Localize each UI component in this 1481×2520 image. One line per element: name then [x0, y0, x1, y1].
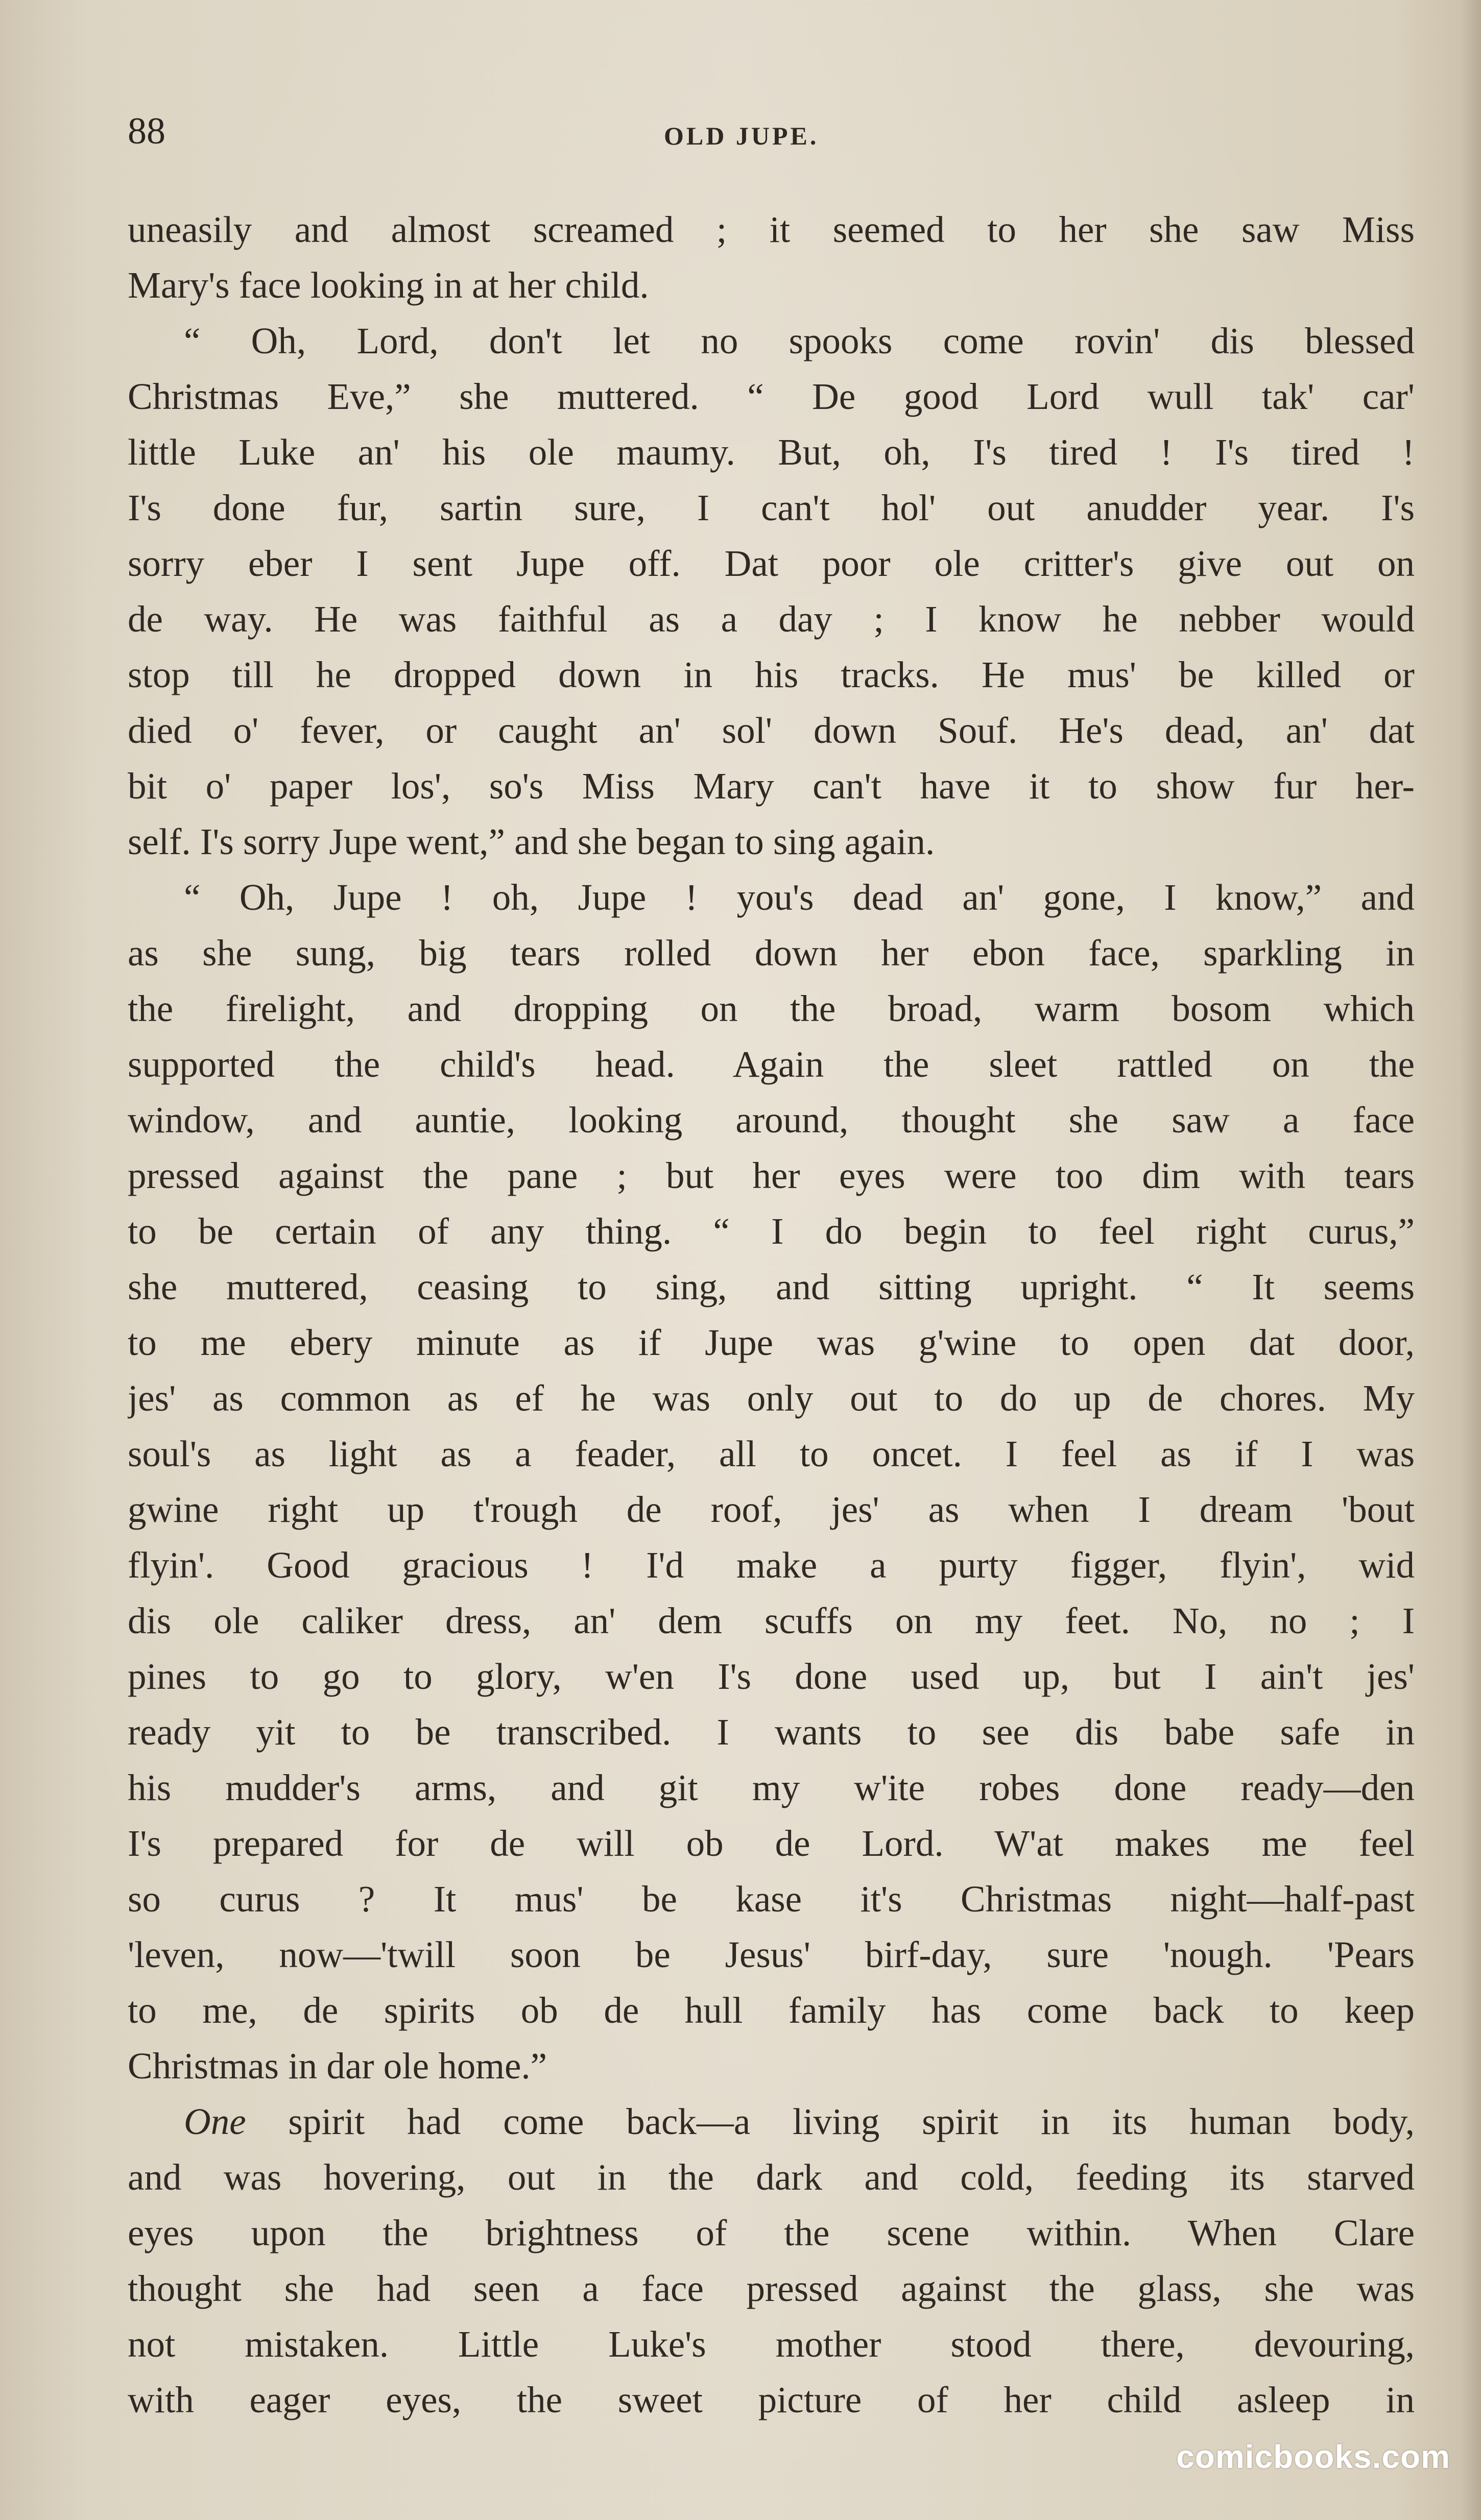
text-line: she muttered, ceasing to sing, and sitting upright. “ It seems [128, 1266, 1415, 1307]
text-line: self. I's sorry Jupe went,” and she began to sing again. [128, 821, 935, 862]
text-line: jes' as common as ef he was only out to do up de chores. My [128, 1377, 1415, 1419]
text-line: the firelight, and dropping on the broad, warm bosom which [128, 988, 1415, 1029]
text-line: supported the child's head. Again the sleet rattled on the [128, 1044, 1415, 1085]
italic-lead-word: One [184, 2101, 246, 2142]
text-line: bit o' paper los', so's Miss Mary can't have it to show fur her- [128, 765, 1415, 807]
text-line: to me ebery minute as if Jupe was g'wine to open dat door, [128, 1322, 1415, 1363]
text-line: thought she had seen a face pressed against the glass, she was [128, 2268, 1415, 2309]
page-header [128, 110, 1415, 151]
text-line: “ Oh, Jupe ! oh, Jupe ! you's dead an' gone, I know,” and [184, 877, 1415, 918]
text-line-rest: spirit had come back—a living spirit in its human body, [288, 2101, 1415, 2142]
text-line: and was hovering, out in the dark and cold, feeding its starved [128, 2156, 1415, 2198]
text-line: 'leven, now—'twill soon be Jesus' birf-day, sure 'nough. 'Pears [128, 1934, 1415, 1975]
text-line: Christmas in dar ole home.” [128, 2045, 547, 2087]
text-line: pressed against the pane ; but her eyes were too dim with tears [128, 1155, 1415, 1196]
text-line: pines to go to glory, w'en I's done used up, but I ain't jes' [128, 1656, 1415, 1697]
text-line-italic-lead [128, 2094, 1415, 2149]
text-line: to be certain of any thing. “ I do begin to feel right curus,” [128, 1210, 1415, 1252]
site-watermark: comicbooks.com [1176, 2438, 1450, 2475]
text-line: sorry eber I sent Jupe off. Dat poor ole critter's give out on [128, 543, 1415, 584]
text-line: I's done fur, sartin sure, I can't hol' out anudder year. I's [128, 487, 1415, 528]
text-line: as she sung, big tears rolled down her ebon face, sparkling in [128, 932, 1415, 974]
text-line: “ Oh, Lord, don't let no spooks come rovin' dis blessed [184, 320, 1415, 361]
text-line: his mudder's arms, and git my w'ite robes done ready—den [128, 1767, 1415, 1808]
text-line: uneasily and almost screamed ; it seemed to her she saw Miss [128, 209, 1415, 250]
text-line: gwine right up t'rough de roof, jes' as when I dream 'bout [128, 1489, 1415, 1530]
text-line: soul's as light as a feader, all to oncet. I feel as if I was [128, 1433, 1415, 1474]
text-line: so curus ? It mus' be kase it's Christmas night—half-past [128, 1878, 1415, 1920]
text-line: flyin'. Good gracious ! I'd make a purty figger, flyin', wid [128, 1544, 1415, 1586]
text-line: I's prepared for de will ob de Lord. W'at makes me feel [128, 1823, 1415, 1864]
text-line: eyes upon the brightness of the scene within. When Clare [128, 2212, 1415, 2254]
text-line: dis ole caliker dress, an' dem scuffs on my feet. No, no ; I [128, 1600, 1415, 1641]
text-line: not mistaken. Little Luke's mother stood there, devouring, [128, 2323, 1415, 2365]
text-line: to me, de spirits ob de hull family has come back to keep [128, 1990, 1415, 2031]
text-line: with eager eyes, the sweet picture of her child asleep in [128, 2379, 1415, 2420]
body-text [128, 202, 1415, 2428]
text-line: de way. He was faithful as a day ; I know he nebber would [128, 598, 1415, 640]
text-line: little Luke an' his ole maumy. But, oh, I's tired ! I's tired ! [128, 431, 1415, 473]
running-head: OLD JUPE. [664, 122, 819, 150]
text-line: died o' fever, or caught an' sol' down Souf. He's dead, an' dat [128, 710, 1415, 751]
text-line: Mary's face looking in at her child. [128, 264, 649, 306]
page-number: 88 [128, 110, 165, 152]
text-line: stop till he dropped down in his tracks. He mus' be killed or [128, 654, 1415, 695]
text-line: window, and auntie, looking around, thought she saw a face [128, 1099, 1415, 1141]
text-line: ready yit to be transcribed. I wants to see dis babe safe in [128, 1711, 1415, 1753]
text-line: Christmas Eve,” she muttered. “ De good Lord wull tak' car' [128, 376, 1415, 417]
page-edge-shadow [1461, 0, 1481, 2520]
